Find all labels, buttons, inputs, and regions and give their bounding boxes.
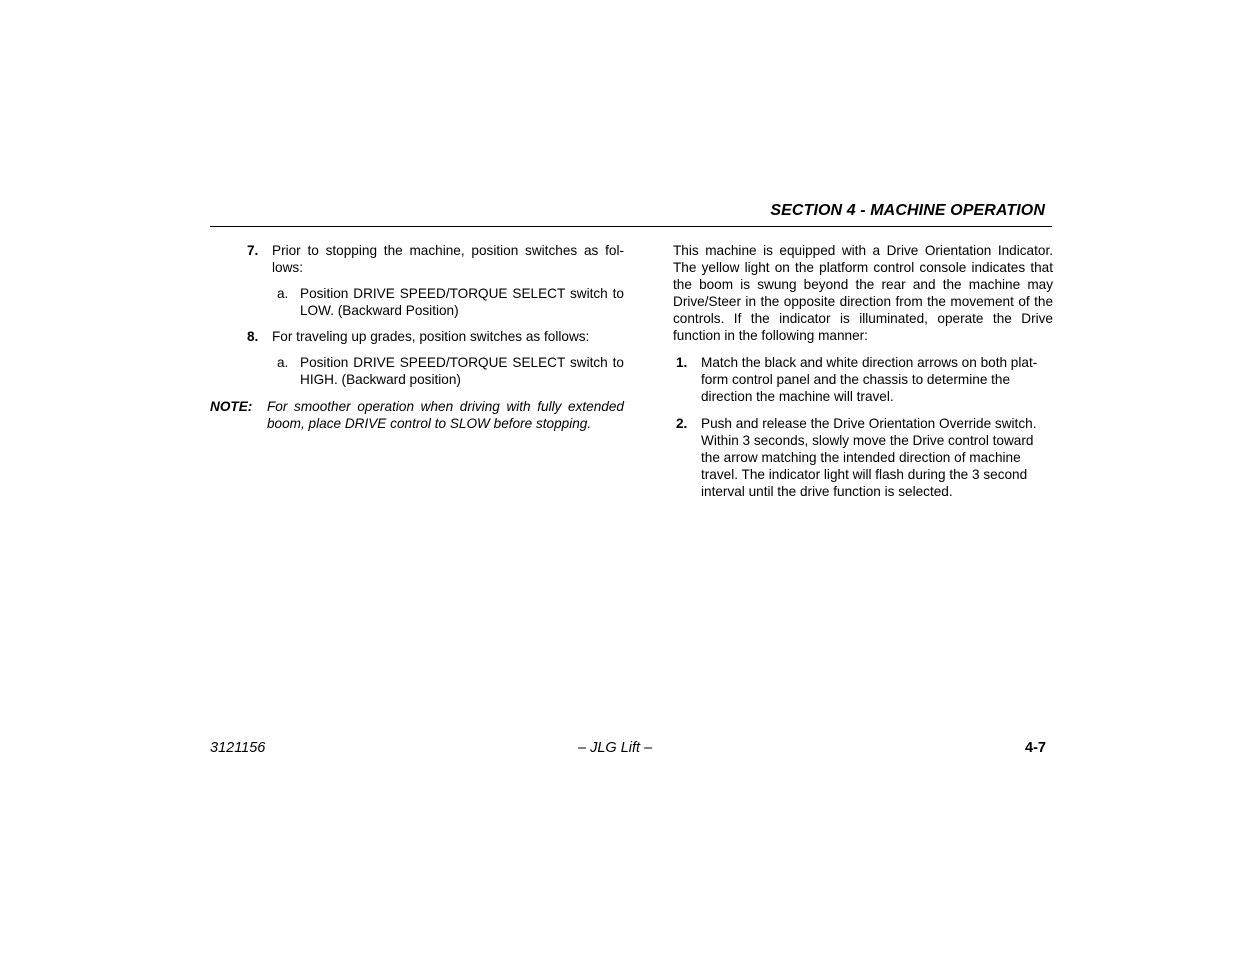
step-number: 7. bbox=[247, 243, 259, 258]
section-title: SECTION 4 - MACHINE OPERATION bbox=[770, 202, 1045, 219]
substep-letter: a. bbox=[277, 286, 289, 301]
step-text: Match the black and white direction arrows on both plat-form control panel and the chassis to determine the direction the machine will travel. bbox=[701, 355, 1038, 404]
step-text: Push and release the Drive Orientation Override switch. Within 3 seconds, slowly move the Drive control toward the arrow matching the intended direction of machine travel. The indicator light will flash during the 3 second interval until the drive function is selected. bbox=[701, 416, 1037, 499]
intro-paragraph: This machine is equipped with a Drive Orientation Indicator. The yellow light on the platform control console indicates that the boom is swung beyond the rear and the machine may Drive/Steer in the opposite direction from the movement of the controls. If the indicator is illuminated, operate the Drive function in the following manner: bbox=[673, 243, 1053, 343]
note-block bbox=[210, 398, 624, 432]
step-number: 1. bbox=[676, 355, 688, 370]
step-7-sub-a bbox=[210, 285, 624, 319]
step-8 bbox=[210, 328, 624, 345]
step-7 bbox=[210, 242, 624, 276]
substep-text: Position DRIVE SPEED/TORQUE SELECT switch to LOW. (Backward Position) bbox=[300, 286, 624, 318]
step-text: Prior to stopping the machine, position switches as fol-lows: bbox=[272, 243, 624, 275]
note-text: For smoother operation when driving with fully extended boom, place DRIVE control to SLOW before stopping. bbox=[267, 399, 624, 431]
step-number: 2. bbox=[676, 416, 688, 431]
step-text: For traveling up grades, position switches as follows: bbox=[272, 329, 590, 344]
right-column bbox=[673, 242, 1053, 500]
step-number: 8. bbox=[247, 329, 259, 344]
orientation-step-1 bbox=[673, 354, 1053, 405]
step-8-sub-a bbox=[210, 354, 624, 388]
page-number: 4-7 bbox=[1025, 740, 1046, 756]
substep-text: Position DRIVE SPEED/TORQUE SELECT switch to HIGH. (Backward position) bbox=[300, 355, 624, 387]
header-divider bbox=[210, 226, 1052, 227]
note-label: NOTE: bbox=[210, 399, 253, 414]
footer-brand: – JLG Lift – bbox=[578, 740, 653, 756]
orientation-step-2 bbox=[673, 415, 1053, 500]
document-number: 3121156 bbox=[210, 740, 266, 756]
substep-letter: a. bbox=[277, 355, 289, 370]
left-column bbox=[210, 242, 624, 432]
